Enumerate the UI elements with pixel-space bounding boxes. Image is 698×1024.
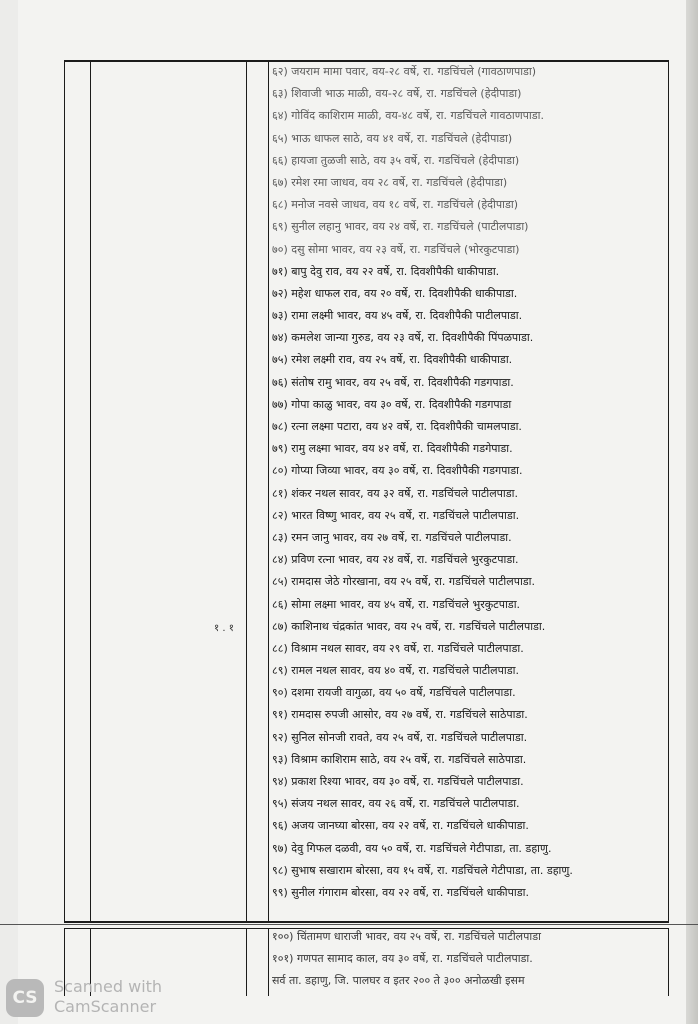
list-item: ६३) शिवाजी भाऊ माळी, वय-२८ वर्षे, रा. गडचिंचले (हेदीपाडा) <box>272 87 522 101</box>
list-item: ७३) रामा लक्ष्मी भावर, वय ४५ वर्षे, रा. दिवशीपैकी पाटीलपाडा. <box>272 309 523 323</box>
list-item: ७४) कमलेश जान्या गुरुड, वय २३ वर्षे, रा. दिवशीपैकी पिंपळपाडा. <box>272 331 534 345</box>
list-item: ६५) भाऊ धाफल साठे, वय ४१ वर्षे, रा. गडचिंचले (हेदीपाडा) <box>272 131 513 145</box>
list-item: ७०) दसु सोमा भावर, वय २३ वर्षे, रा. गडचिंचले (भोरकुटपाडा) <box>272 242 520 256</box>
margin-mark: १ . १ <box>214 623 234 634</box>
list-item: ९७) देवु गिफल दळवी, वय ५० वर्षे, रा. गडचिंचले गेटीपाडा, ता. डहाणु. <box>272 841 552 855</box>
list-item: ९८) सुभाष सखाराम बोरसा, वय १५ वर्षे, रा. गडचिंचले गेटीपाडा, ता. डहाणु. <box>272 863 573 877</box>
list-item: ६९) सुनील लहानु भावर, वय २४ वर्षे, रा. गडचिंचले (पाटीलपाडा) <box>272 220 529 234</box>
list-item: ७९) रामु लक्ष्मा भावर, वय ४२ वर्षे, रा. दिवशीपैकी गडगेपाडा. <box>272 442 513 456</box>
list-item: ७५) रमेश लक्ष्मी राव, वय २५ वर्षे, रा. दिवशीपैकी धाकीपाडा. <box>272 353 513 367</box>
watermark-line-2: CamScanner <box>54 997 157 1016</box>
list-item: ८०) गोप्या जिव्या भावर, वय ३० वर्षे, रा. दिवशीपैकी गडगपाडा. <box>272 464 523 478</box>
list-item: ८५) रामदास जेठे गोरखाना, वय २५ वर्षे, रा. गडचिंचले पाटीलपाडा. <box>272 575 536 589</box>
list-item: ६६) हायजा तुळजी साठे, वय ३५ वर्षे, रा. गडचिंचले (हेदीपाडा) <box>272 153 520 167</box>
list-item: ७१) बापु देवु राव, वय २२ वर्षे, रा. दिवशीपैकी धाकीपाडा. <box>272 264 500 278</box>
table-column-divider-2 <box>246 60 247 923</box>
table-column-divider-1 <box>90 60 91 923</box>
list-item: ६२) जयराम मामा पवार, वय-२८ वर्षे, रा. गडचिंचले (गावठाणपाडा) <box>272 65 537 78</box>
list-item: सर्व ता. डहाणु, जि. पालघर व इतर २०० ते ३०० अनोळखी इसम <box>272 974 525 987</box>
lower-table-right-border <box>668 928 669 996</box>
lower-table-top-border <box>0 924 698 925</box>
list-item: ६४) गोविंद काशिराम माळी, वय-४८ वर्षे, रा. गडचिंचले गावठाणपाडा. <box>272 109 544 123</box>
watermark-line-1: Scanned with <box>54 977 163 996</box>
list-item: १००) चिंतामण धाराजी भावर, वय २५ वर्षे, रा. गडचिंचले पाटीलपाडा <box>272 930 541 943</box>
camscanner-logo-icon: CS <box>6 979 44 1017</box>
list-item: १०१) गणपत सामाद काल, वय ३० वर्षे, रा. गडचिंचले पाटीलपाडा. <box>272 952 533 965</box>
list-item: ६७) रमेश रमा जाधव, वय २८ वर्षे, रा. गडचिंचले (हेदीपाडा) <box>272 175 508 189</box>
table-right-border <box>668 60 669 923</box>
list-item: ८१) शंकर नथल सावर, वय ३२ वर्षे, रा. गडचिंचले पाटीलपाडा. <box>272 486 518 500</box>
list-item: ९९) सुनील गंगाराम बोरसा, वय २२ वर्षे, रा. गडचिंचले धाकीपाडा. <box>272 885 529 899</box>
list-item: ८७) काशिनाथ चंद्रकांत भावर, वय २५ वर्षे, रा. गडचिंचले पाटीलपाडा. <box>272 619 546 633</box>
lower-table-divider-2 <box>246 928 247 996</box>
list-item: ७७) गोपा काळु भावर, वय ३० वर्षे, रा. दिवशीपैकी गडगपाडा <box>272 397 512 411</box>
lower-table-divider-3 <box>268 928 269 996</box>
list-item: ९२) सुनिल सोनजी रावते, वय २५ वर्षे, रा. गडचिंचले पाटीलपाडा. <box>272 730 528 744</box>
accused-list <box>272 61 668 923</box>
list-item: ८८) विश्राम नथल सावर, वय २९ वर्षे, रा. गडचिंचले पाटीलपाडा. <box>272 641 524 655</box>
list-item: ९४) प्रकाश रिश्या भावर, वय ३० वर्षे, रा. गडचिंचले पाटीलपाडा. <box>272 775 524 788</box>
list-item: ९३) विश्राम काशिराम साठे, वय २५ वर्षे, रा. गडचिंचले साठेपाडा. <box>272 752 527 766</box>
list-item: ८४) प्रविण रत्ना भावर, वय २४ वर्षे, रा. गडचिंचले भुरकुटपाडा. <box>272 553 519 567</box>
camscanner-watermark <box>6 975 206 1021</box>
list-item: ९५) संजय नथल सावर, वय २६ वर्षे, रा. गडचिंचले पाटीलपाडा. <box>272 797 520 811</box>
list-item: ८९) रामल नथल सावर, वय ४० वर्षे, रा. गडचिंचले पाटीलपाडा. <box>272 664 519 678</box>
list-item: ९६) अजय जानघ्या बोरसा, वय २२ वर्षे, रा. गडचिंचले धाकीपाडा. <box>272 819 529 833</box>
page-edge-shadow <box>686 0 698 1024</box>
list-item: ७२) महेश धाफल राव, वय २० वर्षे, रा. दिवशीपैकी धाकीपाडा. <box>272 286 518 300</box>
table-column-divider-3 <box>268 60 269 923</box>
list-item: ७६) संतोष रामु भावर, वय २५ वर्षे, रा. दिवशीपैकी गडगपाडा. <box>272 375 514 389</box>
list-item: ८३) रमन जानु भावर, वय २७ वर्षे, रा. गडचिंचले पाटीलपाडा. <box>272 530 512 544</box>
table-left-border <box>64 60 65 923</box>
list-item: ६८) मनोज नवसे जाधव, वय १८ वर्षे, रा. गडचिंचले (हेदीपाडा) <box>272 198 518 212</box>
list-item: ९०) दशमा रायजी वागुळा, वय ५० वर्षे, गडचिंचले पाटीलपाडा. <box>272 686 516 700</box>
list-item: ९१) रामदास रुपजी आसोर, वय २७ वर्षे, रा. गडचिंचले साठेपाडा. <box>272 708 528 722</box>
list-item: ७८) रत्ना लक्ष्मा पटारा, वय ४२ वर्षे, रा. दिवशीपैकी चामलपाडा. <box>272 420 522 433</box>
list-item: ८६) सोमा लक्ष्मा भावर, वय ४५ वर्षे, रा. गडचिंचले भुरकुटपाडा. <box>272 597 521 611</box>
accused-list-continued <box>272 926 668 992</box>
list-item: ८२) भारत विष्णु भावर, वय २५ वर्षे, रा. गडचिंचले पाटीलपाडा. <box>272 508 520 522</box>
